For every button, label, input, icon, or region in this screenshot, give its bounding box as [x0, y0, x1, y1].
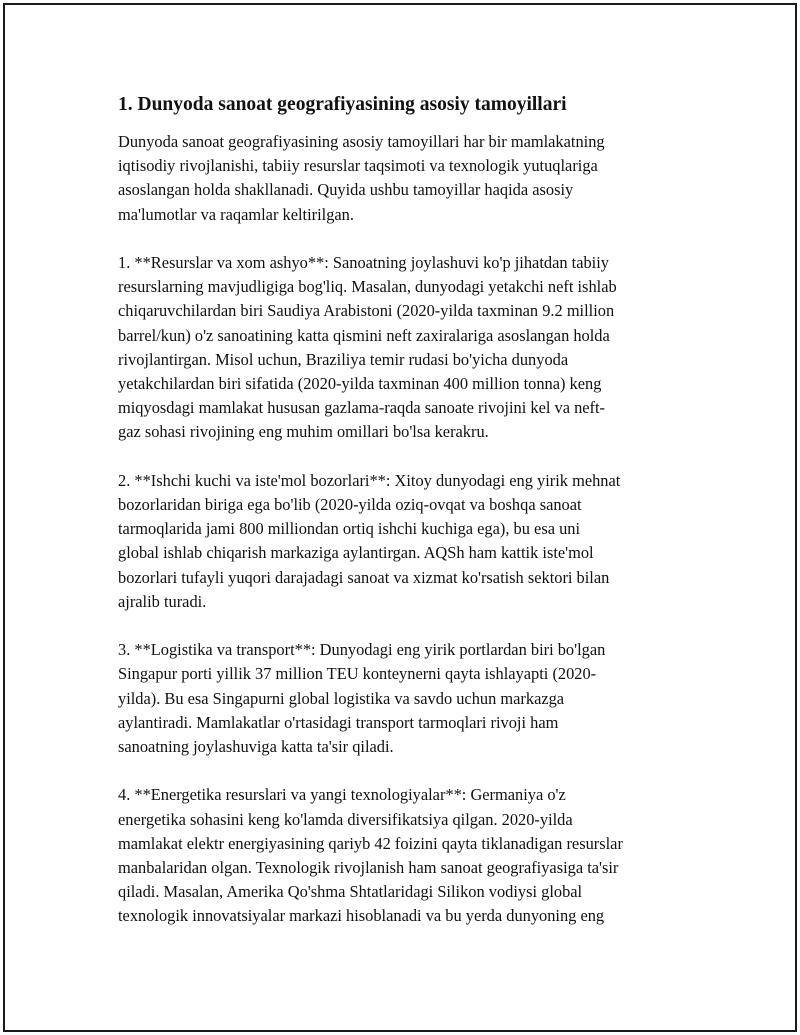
text-line: Dunyoda sanoat geografiyasining asosiy tamoyillari har bir mamlakatning [118, 132, 605, 151]
paragraph [118, 130, 680, 227]
text-line: iqtisodiy rivojlanishi, tabiiy resurslar taqsimoti va texnologik yutuqlariga [118, 156, 598, 176]
text-line: yetakchilardan biri sifatida (2020-yilda taxminan 400 million tonna) keng [118, 374, 602, 394]
paragraph [118, 783, 680, 928]
text-line: resurslarning mavjudligiga bog'liq. Masalan, dunyodagi yetakchi neft ishlab [118, 277, 617, 297]
text-line: yilda). Bu esa Singapurni global logistika va savdo uchun markazga [118, 688, 565, 708]
text-line: barrel/kun) o'z sanoatining katta qismini neft zaxiralariga asoslangan holda [118, 325, 610, 345]
text-line: 3. **Logistika va transport**: Dunyodagi eng yirik portlardan biri bo'lgan [118, 640, 606, 660]
text-line: 4. **Energetika resurslari va yangi texnologiyalar**: Germaniya o'z [118, 785, 566, 805]
text-line: 2. **Ishchi kuchi va iste'mol bozorlari**: Xitoy dunyodagi eng yirik mehnat [118, 470, 621, 490]
text-line: global ishlab chiqarish markaziga aylantirgan. AQSh ham kattik iste'mol [118, 543, 594, 563]
text-line: chiqaruvchilardan biri Saudiya Arabistoni (2020-yilda taxminan 9.2 million [118, 301, 615, 321]
text-line: mamlakat elektr energiyasining qariyb 42 foizini qayta tiklanadigan resurslar [118, 833, 623, 853]
paragraph [118, 469, 680, 614]
paragraph-list [118, 130, 680, 929]
text-line: ma'lumotlar va raqamlar keltirilgan. [118, 204, 354, 224]
text-line: 1. **Resurslar va xom ashyo**: Sanoatning joylashuvi ko'p jihatdan tabiiy [118, 253, 609, 272]
document-title: 1. Dunyoda sanoat geografiyasining asosiy tamoyillari [118, 94, 567, 115]
text-line: Singapur porti yillik 37 million TEU konteynerni qayta ishlayapti (2020- [118, 664, 597, 684]
text-line: energetika sohasini keng ko'lamda diversifikatsiya qilgan. 2020-yilda [118, 809, 573, 829]
paragraph [118, 638, 680, 759]
text-line: texnologik innovatsiyalar markazi hisoblanadi va bu yerda dunyoning eng [118, 906, 605, 926]
text-line: bozorlari tufayli yuqori darajadagi sanoat va xizmat ko'rsatish sektori bilan [118, 567, 610, 587]
text-line: gaz sohasi rivojining eng muhim omillari bo'lsa kerakru. [118, 422, 489, 442]
text-line: rivojlantirgan. Misol uchun, Braziliya temir rudasi bo'yicha dunyoda [118, 349, 569, 369]
document-body [118, 93, 680, 953]
text-line: aylantiradi. Mamlakatlar o'rtasidagi transport tarmoqlari rivoji ham [118, 712, 559, 732]
text-line: tarmoqlarida jami 800 milliondan ortiq ishchi kuchiga ega), bu esa uni [118, 519, 581, 539]
text-line: asoslangan holda shakllanadi. Quyida ushbu tamoyillar haqida asosiy [118, 180, 574, 200]
text-line: ajralib turadi. [118, 591, 207, 611]
text-line: bozorlaridan biriga ega bo'lib (2020-yilda oziq-ovqat va boshqa sanoat [118, 495, 582, 515]
text-line: qiladi. Masalan, Amerika Qo'shma Shtatlaridagi Silikon vodiysi global [118, 882, 583, 902]
text-line: miqyosdagi mamlakat hususan gazlama-raqda sanoate rivojini kel va neft- [118, 398, 606, 418]
text-line: manbalaridan olgan. Texnologik rivojlanish ham sanoat geografiyasiga ta'sir [118, 858, 619, 878]
paragraph [118, 251, 680, 445]
text-line: sanoatning joylashuviga katta ta'sir qiladi. [118, 737, 394, 757]
